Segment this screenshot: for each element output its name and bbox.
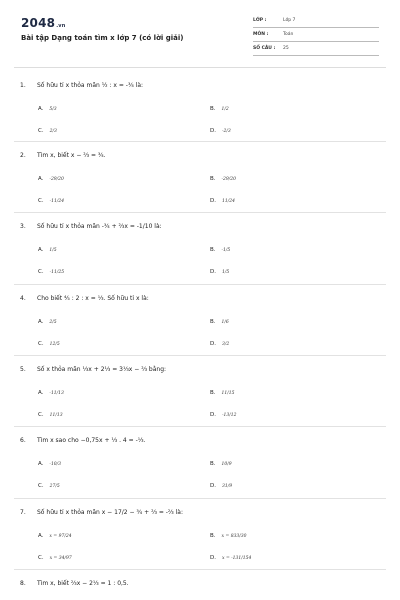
question-stem <box>20 152 385 164</box>
answer-option-d[interactable] <box>210 483 232 489</box>
option-letter: D. <box>210 269 216 275</box>
answer-option-c[interactable] <box>38 412 63 418</box>
option-letter: D. <box>210 198 216 204</box>
answer-option-c[interactable] <box>38 269 64 275</box>
answer-option-c[interactable] <box>38 341 60 347</box>
option-value: 3/2 <box>221 342 230 347</box>
question-stem <box>20 366 385 378</box>
option-letter: C. <box>38 483 44 489</box>
answer-option-d[interactable] <box>210 341 229 347</box>
answer-option-d[interactable] <box>210 198 235 204</box>
question-text: Tìm x, biết ⅔x − 2⅓ = 1 : 0,5. <box>37 580 129 587</box>
meta-value: Toán <box>283 32 294 37</box>
answer-option-d[interactable] <box>210 412 236 418</box>
option-letter: A. <box>38 176 44 182</box>
option-letter: B. <box>210 461 216 467</box>
logo-suffix: .vn <box>56 23 66 29</box>
meta-row-class <box>253 14 379 28</box>
question-stem <box>20 223 385 235</box>
question-5 <box>20 366 385 418</box>
answer-option-d[interactable] <box>210 555 251 561</box>
answer-option-d[interactable] <box>210 128 231 134</box>
logo-text: 2048 <box>21 16 56 30</box>
option-value: -2/3 <box>221 129 231 134</box>
question-stem <box>20 82 385 94</box>
question-separator <box>14 212 386 213</box>
option-value: 1/5 <box>221 270 230 275</box>
question-text: Số hữu tỉ x thỏa mãn ½ : x = -¾ là: <box>37 82 144 89</box>
option-value: -29/20 <box>221 177 237 182</box>
question-separator <box>14 569 386 570</box>
option-value: 1/5 <box>49 248 57 253</box>
question-3 <box>20 223 385 275</box>
option-letter: C. <box>38 555 44 561</box>
option-letter: B. <box>210 319 216 325</box>
question-number: 1. <box>20 82 26 89</box>
option-letter: B. <box>210 390 216 396</box>
answer-option-c[interactable] <box>38 483 60 489</box>
question-stem <box>20 509 385 521</box>
option-letter: A. <box>38 461 44 467</box>
question-separator <box>14 498 386 499</box>
question-separator <box>14 141 386 142</box>
question-stem <box>20 580 385 592</box>
answer-option-a[interactable] <box>38 390 64 396</box>
question-stem <box>20 437 385 449</box>
question-2 <box>20 152 385 204</box>
answer-option-c[interactable] <box>38 128 57 134</box>
option-letter: A. <box>38 533 44 539</box>
document-title: Bài tập Dạng toán tìm x lớp 7 (có lời giải) <box>21 34 184 42</box>
answer-option-a[interactable] <box>38 247 57 253</box>
option-value: -11/25 <box>49 270 65 275</box>
page-header <box>0 0 400 60</box>
meta-row-count <box>253 42 379 56</box>
question-number: 8. <box>20 580 26 587</box>
option-value: 1/2 <box>221 107 229 112</box>
option-letter: B. <box>210 247 216 253</box>
question-text: Tìm x, biết x − ⅔ = ¾. <box>37 152 106 159</box>
option-letter: C. <box>38 269 44 275</box>
option-letter: B. <box>210 533 216 539</box>
option-value: 11/24 <box>221 199 235 204</box>
question-1 <box>20 82 385 134</box>
meta-row-subject <box>253 28 379 42</box>
question-text: Tìm x sao cho −0,75x + ⅓ . 4 = -⅓. <box>37 437 146 444</box>
question-text: Cho biết ⅘ : 2 : x = ⅓. Số hữu tỉ x là: <box>37 295 149 302</box>
answer-option-a[interactable] <box>38 319 57 325</box>
option-letter: C. <box>38 128 44 134</box>
question-4 <box>20 295 385 347</box>
answer-option-a[interactable] <box>38 106 57 112</box>
option-letter: A. <box>38 390 44 396</box>
meta-box <box>253 14 379 56</box>
option-value: -29/20 <box>49 177 64 182</box>
option-letter: D. <box>210 412 216 418</box>
option-value: 2/3 <box>49 129 57 134</box>
option-value: 27/5 <box>49 484 60 489</box>
question-number: 7. <box>20 509 26 516</box>
meta-label: SỐ CÂU : <box>253 46 276 51</box>
answer-option-b[interactable] <box>210 461 232 467</box>
option-value: -10/3 <box>49 462 62 467</box>
option-letter: A. <box>38 106 44 112</box>
option-value: 5/3 <box>49 107 57 112</box>
option-letter: C. <box>38 412 44 418</box>
question-separator <box>14 284 386 285</box>
option-letter: C. <box>38 198 44 204</box>
option-value: -13/12 <box>221 413 237 418</box>
option-letter: A. <box>38 247 44 253</box>
answer-option-b[interactable] <box>210 106 229 112</box>
meta-label: LỚP : <box>253 18 267 23</box>
answer-option-b[interactable] <box>210 319 229 325</box>
answer-option-d[interactable] <box>210 269 229 275</box>
answer-option-b[interactable] <box>210 533 247 539</box>
option-value: 31/9 <box>221 484 233 489</box>
question-number: 6. <box>20 437 26 444</box>
option-value: -11/13 <box>49 391 64 396</box>
question-separator <box>14 426 386 427</box>
option-letter: D. <box>210 341 216 347</box>
option-letter: C. <box>38 341 44 347</box>
option-value: 11/13 <box>49 413 63 418</box>
header-divider <box>14 67 386 68</box>
option-letter: D. <box>210 128 216 134</box>
answer-option-b[interactable] <box>210 390 235 396</box>
option-letter: B. <box>210 106 216 112</box>
answer-option-b[interactable] <box>210 247 230 253</box>
question-number: 2. <box>20 152 26 159</box>
question-8 <box>20 580 385 592</box>
meta-label: MÔN : <box>253 32 269 37</box>
option-value: 11/15 <box>221 391 235 396</box>
option-value: 1/6 <box>221 320 229 325</box>
option-letter: B. <box>210 176 216 182</box>
meta-value: Lớp 7 <box>283 18 296 23</box>
question-number: 5. <box>20 366 26 373</box>
question-number: 3. <box>20 223 26 230</box>
question-stem <box>20 295 385 307</box>
option-value: x = 833/30 <box>221 534 247 539</box>
option-letter: D. <box>210 483 216 489</box>
meta-value: 25 <box>283 46 289 51</box>
question-text: Số hữu tỉ x thỏa mãn -¾ + ⅔x = -1/10 là: <box>37 223 162 230</box>
answer-option-c[interactable] <box>38 198 64 204</box>
option-value: 2/5 <box>49 320 57 325</box>
question-separator <box>14 355 386 356</box>
option-value: x = 97/24 <box>49 534 72 539</box>
question-number: 4. <box>20 295 26 302</box>
site-logo[interactable] <box>21 16 66 30</box>
option-value: -11/24 <box>49 199 65 204</box>
question-text: Số hữu tỉ x thỏa mãn x − 17/2 − ¾ + ⅔ = -⅔ là: <box>37 509 184 516</box>
option-letter: A. <box>38 319 44 325</box>
option-value: -1/5 <box>221 248 231 253</box>
answer-option-a[interactable] <box>38 533 72 539</box>
question-7 <box>20 509 385 561</box>
option-value: x = -131/154 <box>221 556 252 561</box>
answer-option-a[interactable] <box>38 461 61 467</box>
option-value: x = 34/97 <box>49 556 72 561</box>
answer-option-b[interactable] <box>210 176 236 182</box>
answer-option-c[interactable] <box>38 555 72 561</box>
question-text: Số x thỏa mãn ⅓x + 2⅓ = 3⅓x − ⅔ bằng: <box>37 366 167 373</box>
question-6 <box>20 437 385 489</box>
option-value: 12/5 <box>49 342 60 347</box>
answer-option-a[interactable] <box>38 176 64 182</box>
option-value: 10/9 <box>221 462 232 467</box>
option-letter: D. <box>210 555 216 561</box>
